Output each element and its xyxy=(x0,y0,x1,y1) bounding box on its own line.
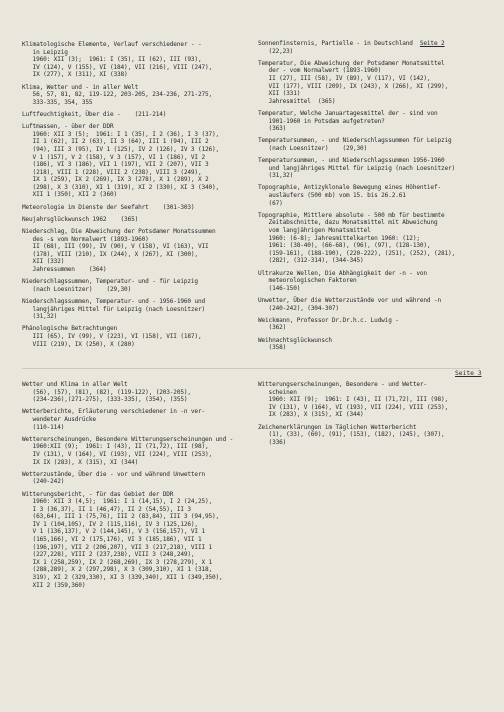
index-entry-line: 1960: XII (9); 1961: I (43), II (71,72), III (98), xyxy=(258,396,449,404)
index-entry-line: IX (283), X (315), XI (344) xyxy=(258,411,364,419)
index-column-top-right xyxy=(258,40,490,356)
index-entry-line: 1960: (6-8); Jahresmittelkarten 1960: (12); xyxy=(258,234,420,242)
index-entry xyxy=(258,337,490,352)
index-column-bottom-left xyxy=(22,381,254,594)
index-entry-line: V 1 (136,137), V 2 (144,145), V 3 (156,157), VI 1 xyxy=(22,528,205,536)
index-entry xyxy=(22,471,254,486)
index-entry xyxy=(258,157,490,180)
index-entry-line: (nach Loesnitzer) (29,30) xyxy=(22,285,132,293)
index-entry-line: XII 1 (350), XII 2 (360) xyxy=(22,191,118,199)
index-entry xyxy=(258,381,490,419)
index-entry-line: II (68), III (99), IV (90), V (158), VI (163), VII xyxy=(22,243,209,251)
index-entry-line: (196,197), VII 2 (206,207), VII 3 (217,218), VIII 1 xyxy=(22,543,213,551)
index-entry xyxy=(22,84,254,107)
index-entry-line: 319), XI 2 (329,330), XI 3 (339,340), XII 1 (349,350), xyxy=(22,574,223,582)
index-entry-line: (358) xyxy=(258,344,287,352)
index-entry-line: vom langjährigen Monatsmittel xyxy=(258,227,371,235)
index-entry-heading: Temperatursummen, - und Niederschlagssummen 1956-1960 xyxy=(258,157,445,165)
index-entry-line: 1960: XII 3 (4,5); 1961: I 1 (14,15), I 2 (24,25), xyxy=(22,498,213,506)
index-entry-line: (227,228), VIII 2 (237,238), VIII 3 (248,249), xyxy=(22,551,195,559)
index-entry-line: (22,23) xyxy=(258,47,294,55)
index-entry-heading: Meteorologie im Dienste der Seefahrt (301-303) xyxy=(22,203,195,211)
index-entry xyxy=(22,204,254,212)
index-entry-heading: Temperatur, Welche Januartagesmittel der - sind von xyxy=(258,109,438,117)
index-entry-line: VII (177), VIII (209), IX (243), X (266), XI (299), xyxy=(258,82,449,90)
index-entry-heading: Klima, Wetter und - in aller Welt xyxy=(22,83,139,91)
index-entry-line: (159-161), (188-190), (220-222), (251), (252), (281), xyxy=(258,249,456,257)
index-entry-line: (31,32) xyxy=(22,313,58,321)
index-entry xyxy=(258,137,490,152)
index-entry xyxy=(258,40,490,55)
index-column-bottom-right xyxy=(258,381,490,451)
index-entry-heading: Witterungsbericht, - für das Gebiet der DDR xyxy=(22,490,174,498)
index-entry xyxy=(258,110,490,133)
index-entry xyxy=(22,408,254,431)
index-entry-line: XII (332) xyxy=(22,258,65,266)
index-entry-heading: Niederschlagssummen, Temperatur- und - für Leipzig xyxy=(22,278,198,286)
index-entry-line: 1960: XII (3); 1961: I (35), II (62), III (93), xyxy=(22,56,202,64)
index-entry-heading: Temperatursummen, - und Niederschlagssummen für Leipzig xyxy=(258,137,452,145)
index-entry xyxy=(22,123,254,199)
index-entry-heading: Klimatologische Elemente, Verlauf verschiedener - - xyxy=(22,41,202,48)
page-divider xyxy=(22,368,480,369)
index-entry-heading: Topographie, Antizyklonale Bewegung eines Höhentief- xyxy=(258,184,441,192)
index-entry-line: 1961: (38-40), (66-68), (96), (97), (128-130), xyxy=(258,242,431,250)
index-entry-line: VIII (219), IX (250), X (280) xyxy=(22,340,135,348)
index-entry-line: (63,64), III 1 (75,76), III 2 (83,84), III 3 (94,95), xyxy=(22,513,220,521)
index-entry-heading: Niederschlag, Die Abweichung der Potsdamer Monatssummen xyxy=(22,228,216,236)
index-entry-line: (336) xyxy=(258,438,287,446)
index-entry-heading: Niederschlagssummen, Temperatur- und - 1956-1960 und xyxy=(22,297,205,305)
index-entry-line: (363) xyxy=(258,125,287,133)
index-entry-line: Zeitabschnitte, dazu Monatsmittel mit Abweichung xyxy=(258,219,438,227)
index-entry-heading: Wettererscheinungen, Besondere Witterungserscheinungen und - xyxy=(22,435,234,443)
index-entry-line: (240-242) xyxy=(22,478,65,486)
index-entry xyxy=(258,184,490,207)
index-entry-heading: Temperatur, Die Abweichung der Potsdamer Monatsmittel xyxy=(258,59,445,67)
index-entry-heading: Sonnenfinsternis, Partielle - in Deutschland Seite 2 xyxy=(258,40,445,47)
index-entry-line: (298), X 3 (310), XI 1 (319), XI 2 (330), XI 3 (340), xyxy=(22,183,220,191)
index-entry xyxy=(258,317,490,332)
page-number-seite-3: Seite 3 xyxy=(455,370,482,377)
index-entry-line: II 1 (62), II 2 (63), II 3 (64), III 1 (94), III 2 xyxy=(22,138,209,146)
index-entry-line: 1960:XII (9); 1961: I (43), II (71,72), III (98), xyxy=(22,443,209,451)
index-entry-heading: Neujahrsglückwunsch 1962 (365) xyxy=(22,215,139,223)
index-entry-line: 56, 57, 81, 82, 119-122, 203-205, 234-236, 271-275, xyxy=(22,91,213,99)
index-entry-line: scheinen xyxy=(258,388,297,396)
index-entry-line: (165,166), VI 2 (175,176), VI 3 (185,186), VII 1 xyxy=(22,536,202,544)
index-entry-line: (1), (33), (60), (91), (153), (182), (245), (307), xyxy=(258,431,445,439)
index-entry-line: XII (331) xyxy=(258,90,301,98)
index-entry-line: des -s vom Normalwert (1893-1960) xyxy=(22,235,149,243)
index-entry-heading: Witterungserscheinungen, Besondere - und Wetter- xyxy=(258,381,427,388)
index-entry-heading: Wetterzustände, Über die - vor und während Unwettern xyxy=(22,470,205,478)
index-entry-line: in Leipzig xyxy=(22,48,68,56)
index-entry xyxy=(258,60,490,106)
index-entry-line: (94), III 3 (95), IV 1 (125), IV 2 (126), IV 3 (126), xyxy=(22,145,220,153)
index-entry-heading: Wetter und Klima in aller Welt xyxy=(22,381,128,388)
index-entry-line: (234-236),(271-275), (333-335), (354), (355) xyxy=(22,396,188,404)
index-entry-heading: Weickmann, Professor Dr.Dr.h.c. Ludwig - xyxy=(258,316,399,324)
index-entry xyxy=(22,491,254,590)
index-entry-line: ausläufers (500 mb) vom 15. bis 26.2.61 xyxy=(258,192,406,200)
index-entry-line: IV (124), V (155), VI (184), VII (216), VIII (247), xyxy=(22,63,213,71)
index-entry-line: (67) xyxy=(258,199,283,207)
index-entry-line: I 3 (36,37), II 1 (46,47), II 2 (54,55), II 3 xyxy=(22,505,191,513)
index-entry-heading: Wetterberichte, Erläuterung verschiedener in -n ver- xyxy=(22,408,205,416)
index-entry-heading: Weihnachtsglückwunsch xyxy=(258,336,332,344)
index-column-top-left xyxy=(22,41,254,353)
index-entry-line: (56), (57), (81), (82), (119-122), (203-205), xyxy=(22,388,191,396)
index-entry-line: (110-114) xyxy=(22,423,65,431)
index-entry xyxy=(22,325,254,348)
index-entry-line: der - vom Normalwert (1893-1960) xyxy=(258,67,382,75)
index-entry xyxy=(22,41,254,79)
index-entry xyxy=(22,381,254,404)
index-entry xyxy=(22,436,254,466)
index-entry xyxy=(258,270,490,293)
index-entry-line: (186), VI 3 (186), VII 1 (197), VII 2 (207), VII 3 xyxy=(22,161,209,169)
index-entry-line: III (65), IV (99), V (223), VI (158), VII (187), xyxy=(22,332,202,340)
index-entry-heading: Luftmassen, - über der DDR xyxy=(22,123,114,131)
index-entry-line: IX IX (283), X (315), XI (344) xyxy=(22,458,139,466)
index-entry-line: IX 1 (259), IX 2 (269), IX 3 (278), X 1 (289), X 2 xyxy=(22,176,209,184)
index-entry-line: (240-242), (304-307) xyxy=(258,304,339,312)
index-entry-heading: Ultrakurze Wellen, Die Abhängigkeit der -n - von xyxy=(258,269,427,277)
index-entry-line: IV (131), V (164), VI (193), VII (224), VIII (253), xyxy=(22,450,213,458)
index-entry-line: (146-150) xyxy=(258,284,301,292)
index-entry-line: (178), VIII (210), IX (244), X (267), XI (300), xyxy=(22,250,198,258)
index-entry xyxy=(22,216,254,224)
index-entry-line: wendeter Ausdrücke xyxy=(22,415,96,423)
index-entry-heading: Phänologische Betrachtungen xyxy=(22,325,118,333)
index-entry-line: Jahressummen (364) xyxy=(22,266,107,273)
index-entry-line: V 1 (157), V 2 (158), V 3 (157), VI 1 (186), VI 2 xyxy=(22,153,205,161)
index-entry-line: IX 1 (258,259), IX 2 (268,269), IX 3 (278,279), X 1 xyxy=(22,558,213,566)
index-entry xyxy=(258,212,490,265)
index-entry-line: (nach Loesnitzer) (29,30) xyxy=(258,144,368,152)
index-entry xyxy=(22,298,254,321)
index-entry xyxy=(22,278,254,293)
index-entry xyxy=(258,424,490,447)
index-entry-line: 1901-1960 in Potsdam aufgetreten? xyxy=(258,117,385,125)
index-entry-line: (218), VIII 1 (228), VIII 2 (238), VIII 3 (249), xyxy=(22,168,202,176)
index-entry xyxy=(22,228,254,274)
index-entry-line: II (27), III (58), IV (89), V (117), VI (142), xyxy=(258,74,431,82)
index-entry-heading: Unwetter, Über die Wetterzustände vor und während -n xyxy=(258,296,441,304)
index-entry-heading: Luftfeuchtigkeit, Über die - (211-214) xyxy=(22,110,167,118)
index-entry xyxy=(258,297,490,312)
index-entry xyxy=(22,111,254,119)
index-entry-line: (282), (312-314), (344-345) xyxy=(258,257,364,265)
page-number-seite-2: Seite 2 xyxy=(419,40,445,47)
index-entry-heading: Topographie, Mittlere absolute - 500 mb für bestimmte xyxy=(258,211,445,219)
index-entry-line: meteorologischen Faktoren xyxy=(258,277,357,285)
index-entry-line: XII 2 (359,360) xyxy=(22,581,86,589)
index-entry-line: (288,289), X 2 (297,298), X 3 (309,310), XI 1 (318, xyxy=(22,566,213,574)
index-entry-line: langjähriges Mittel für Leipzig (nach Loesnitzer) xyxy=(22,305,205,313)
index-entry-line: und langjähriges Mittel für Leipzig (nach Loesnitzer) xyxy=(258,164,456,172)
index-entry-line: IV (131), V (164), VI (193), VII (224), VIII (253), xyxy=(258,403,449,411)
index-entry-line: IV 1 (104,105), IV 2 (115,116), IV 3 (125,126), xyxy=(22,520,198,528)
index-entry-heading: Zeichenerklärungen im Täglichen Wetterbericht xyxy=(258,423,417,431)
index-entry-line: (362) xyxy=(258,324,287,332)
index-entry-line: IX (277), X (311), XI (338) xyxy=(22,71,128,79)
index-entry-line: Jahresmittel (365) xyxy=(258,97,336,105)
index-entry-line: (31,32) xyxy=(258,172,294,180)
index-entry-line: 1960: XII 3 (5); 1961: I 1 (35), I 2 (36), I 3 (37), xyxy=(22,130,220,138)
index-entry-line: 333-335, 354, 355 xyxy=(22,98,93,106)
